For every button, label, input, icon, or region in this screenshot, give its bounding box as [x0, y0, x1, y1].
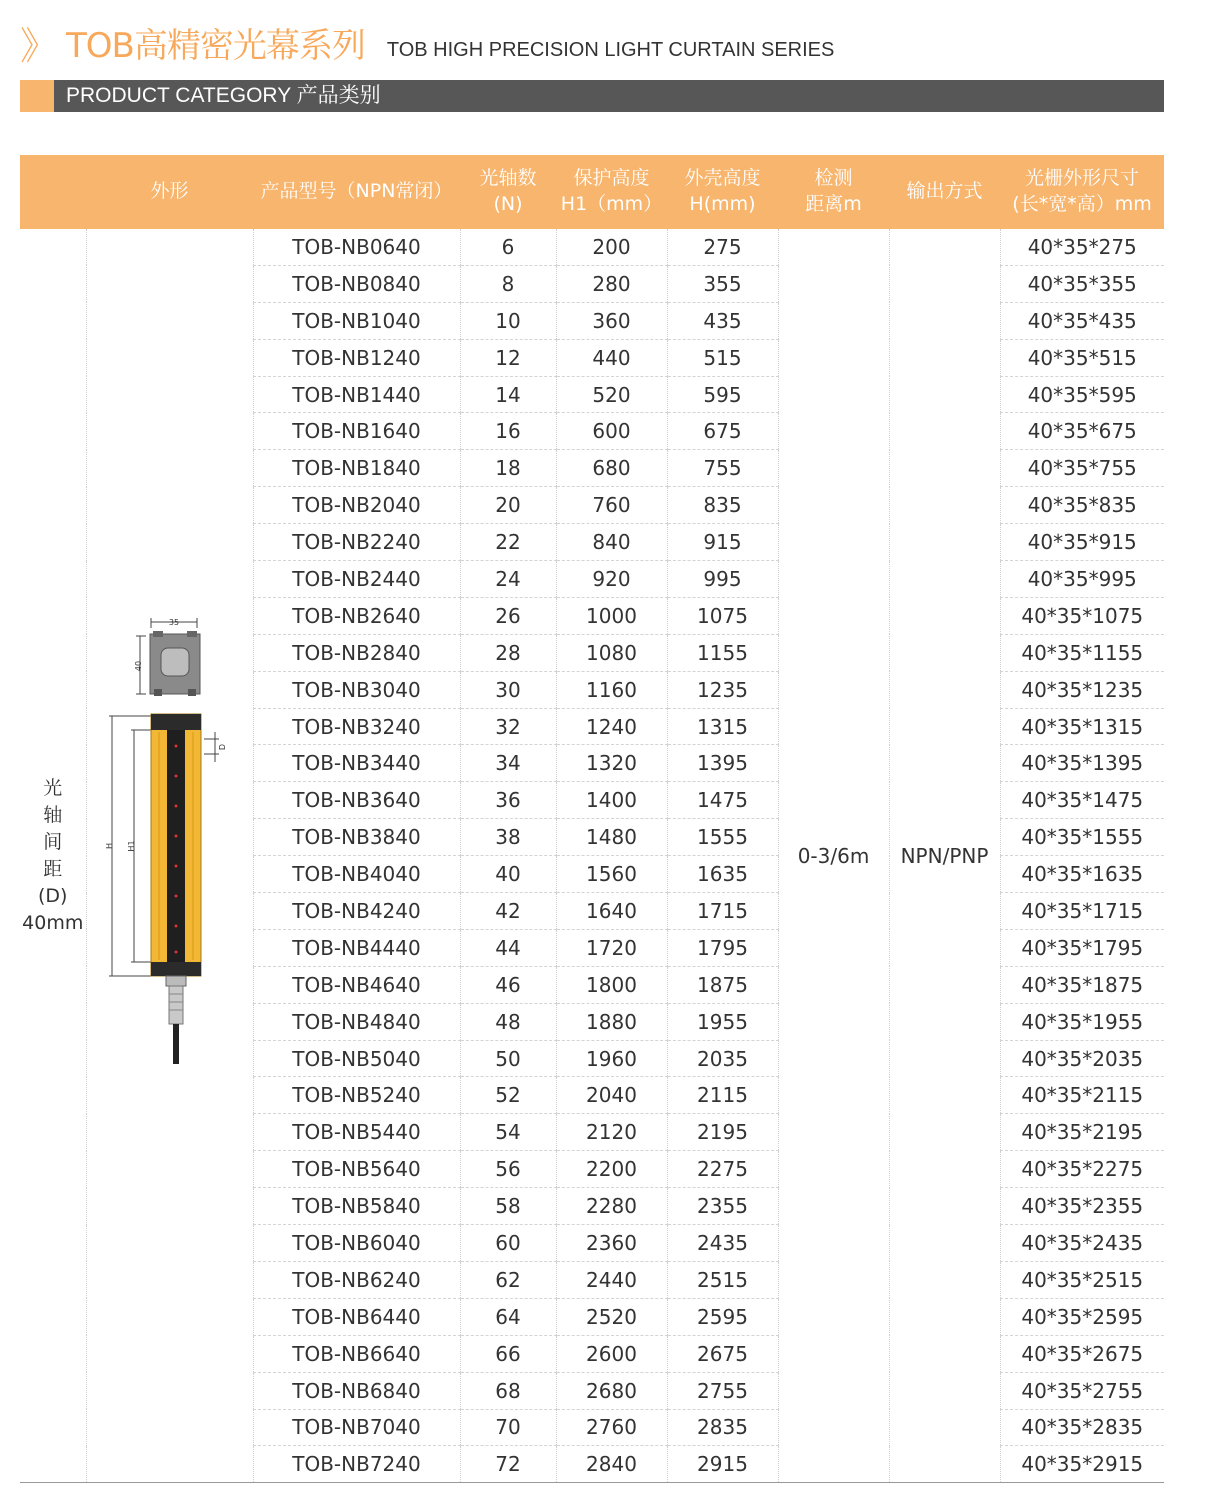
header-protection-height: 保护高度 H1（mm）: [556, 155, 667, 228]
cell-protection-height: 1160: [556, 671, 667, 708]
cell-dimensions: 40*35*755: [1000, 450, 1164, 487]
figure-label-width: 35: [168, 618, 179, 627]
cell-model: TOB-NB1440: [253, 376, 460, 413]
cell-model: TOB-NB6640: [253, 1335, 460, 1372]
cell-model: TOB-NB4440: [253, 929, 460, 966]
header-shape: 外形: [86, 155, 253, 228]
cell-model: TOB-NB6240: [253, 1261, 460, 1298]
cell-shell-height: 275: [667, 228, 778, 265]
cell-dimensions: 40*35*1475: [1000, 782, 1164, 819]
cell-shell-height: 2115: [667, 1077, 778, 1114]
cell-protection-height: 2440: [556, 1261, 667, 1298]
cell-axes: 22: [460, 524, 556, 561]
cell-dimensions: 40*35*1715: [1000, 893, 1164, 930]
cell-dimensions: 40*35*1155: [1000, 634, 1164, 671]
cell-shell-height: 1235: [667, 671, 778, 708]
cell-shell-height: 2915: [667, 1446, 778, 1483]
cell-shell-height: 2355: [667, 1188, 778, 1225]
cell-axes: 72: [460, 1446, 556, 1483]
cell-shell-height: 1475: [667, 782, 778, 819]
cell-protection-height: 1640: [556, 893, 667, 930]
cell-dimensions: 40*35*1555: [1000, 819, 1164, 856]
cell-axes: 54: [460, 1114, 556, 1151]
category-bar-accent: [20, 80, 54, 112]
product-table: [20, 155, 1164, 1483]
cell-axes: 48: [460, 1003, 556, 1040]
cell-model: TOB-NB6840: [253, 1372, 460, 1409]
cell-protection-height: 2600: [556, 1335, 667, 1372]
shape-figure-cell: [86, 228, 253, 1483]
cell-protection-height: 920: [556, 561, 667, 598]
table-row: [20, 228, 1164, 265]
cell-shell-height: 595: [667, 376, 778, 413]
cell-shell-height: 1555: [667, 819, 778, 856]
cell-protection-height: 1800: [556, 966, 667, 1003]
cell-shell-height: 2195: [667, 1114, 778, 1151]
light-curtain-diagram: [104, 614, 249, 1074]
cell-dimensions: 40*35*2595: [1000, 1298, 1164, 1335]
cell-model: TOB-NB2640: [253, 597, 460, 634]
cell-model: TOB-NB4840: [253, 1003, 460, 1040]
cell-model: TOB-NB5840: [253, 1188, 460, 1225]
cell-axes: 42: [460, 893, 556, 930]
cell-protection-height: 1400: [556, 782, 667, 819]
cell-model: TOB-NB5240: [253, 1077, 460, 1114]
cell-shell-height: 1075: [667, 597, 778, 634]
cell-shell-height: 2275: [667, 1151, 778, 1188]
cell-axes: 32: [460, 708, 556, 745]
cell-model: TOB-NB4040: [253, 856, 460, 893]
cell-dimensions: 40*35*1955: [1000, 1003, 1164, 1040]
cell-axes: 26: [460, 597, 556, 634]
cell-axes: 40: [460, 856, 556, 893]
cell-shell-height: 755: [667, 450, 778, 487]
cell-shell-height: 2515: [667, 1261, 778, 1298]
cell-shell-height: 1315: [667, 708, 778, 745]
cell-shell-height: 1955: [667, 1003, 778, 1040]
cell-dimensions: 40*35*1395: [1000, 745, 1164, 782]
cell-shell-height: 1635: [667, 856, 778, 893]
cell-axes: 10: [460, 302, 556, 339]
header-dimensions: 光栅外形尺寸 (长*宽*高）mm: [1000, 155, 1164, 228]
cell-dimensions: 40*35*515: [1000, 339, 1164, 376]
cell-shell-height: 675: [667, 413, 778, 450]
cell-protection-height: 200: [556, 228, 667, 265]
cell-dimensions: 40*35*595: [1000, 376, 1164, 413]
cell-model: TOB-NB1240: [253, 339, 460, 376]
cell-dimensions: 40*35*835: [1000, 487, 1164, 524]
header-output: 输出方式: [889, 155, 1000, 228]
cell-axes: 36: [460, 782, 556, 819]
cell-protection-height: 840: [556, 524, 667, 561]
cell-protection-height: 2280: [556, 1188, 667, 1225]
figure-label-h: H: [104, 842, 114, 850]
cell-protection-height: 2040: [556, 1077, 667, 1114]
header-distance: 检测 距离m: [778, 155, 889, 228]
cell-protection-height: 280: [556, 265, 667, 302]
cell-model: TOB-NB3840: [253, 819, 460, 856]
cell-axes: 68: [460, 1372, 556, 1409]
cell-protection-height: 1240: [556, 708, 667, 745]
cell-model: TOB-NB4240: [253, 893, 460, 930]
cell-distance: 0-3/6m: [778, 228, 889, 1483]
cell-dimensions: 40*35*1315: [1000, 708, 1164, 745]
cell-axes: 18: [460, 450, 556, 487]
cell-model: TOB-NB2240: [253, 524, 460, 561]
cell-shell-height: 2835: [667, 1409, 778, 1446]
cell-shell-height: 2675: [667, 1335, 778, 1372]
cell-protection-height: 2120: [556, 1114, 667, 1151]
cell-dimensions: 40*35*355: [1000, 265, 1164, 302]
header-spacing: [20, 155, 86, 228]
cell-axes: 38: [460, 819, 556, 856]
cell-shell-height: 2035: [667, 1040, 778, 1077]
cell-shell-height: 1155: [667, 634, 778, 671]
table-body: [20, 228, 1164, 1483]
cell-model: TOB-NB7040: [253, 1409, 460, 1446]
cell-dimensions: 40*35*675: [1000, 413, 1164, 450]
cell-model: TOB-NB0640: [253, 228, 460, 265]
cell-shell-height: 515: [667, 339, 778, 376]
cell-protection-height: 2680: [556, 1372, 667, 1409]
cell-axes: 12: [460, 339, 556, 376]
cell-protection-height: 2760: [556, 1409, 667, 1446]
cell-model: TOB-NB1040: [253, 302, 460, 339]
cell-dimensions: 40*35*2275: [1000, 1151, 1164, 1188]
cell-protection-height: 520: [556, 376, 667, 413]
cell-model: TOB-NB3640: [253, 782, 460, 819]
cell-protection-height: 1880: [556, 1003, 667, 1040]
cell-dimensions: 40*35*2915: [1000, 1446, 1164, 1483]
cell-output: NPN/PNP: [889, 228, 1000, 1483]
cell-shell-height: 435: [667, 302, 778, 339]
cell-axes: 44: [460, 929, 556, 966]
cell-shell-height: 355: [667, 265, 778, 302]
cell-dimensions: 40*35*2115: [1000, 1077, 1164, 1114]
cell-axes: 8: [460, 265, 556, 302]
cell-protection-height: 2840: [556, 1446, 667, 1483]
cell-shell-height: 2435: [667, 1225, 778, 1262]
cell-axes: 70: [460, 1409, 556, 1446]
cell-axes: 20: [460, 487, 556, 524]
header-axes: 光轴数 (N): [460, 155, 556, 228]
cell-model: TOB-NB3040: [253, 671, 460, 708]
cell-dimensions: 40*35*2835: [1000, 1409, 1164, 1446]
cell-shell-height: 1795: [667, 929, 778, 966]
cell-model: TOB-NB3440: [253, 745, 460, 782]
cell-shell-height: 1875: [667, 966, 778, 1003]
header-shell-height: 外壳高度 H(mm): [667, 155, 778, 228]
cell-model: TOB-NB5040: [253, 1040, 460, 1077]
cell-axes: 50: [460, 1040, 556, 1077]
cell-axes: 62: [460, 1261, 556, 1298]
cell-protection-height: 2360: [556, 1225, 667, 1262]
cell-shell-height: 1395: [667, 745, 778, 782]
cell-protection-height: 360: [556, 302, 667, 339]
cell-shell-height: 1715: [667, 893, 778, 930]
cell-dimensions: 40*35*2515: [1000, 1261, 1164, 1298]
cell-shell-height: 2595: [667, 1298, 778, 1335]
cell-dimensions: 40*35*2195: [1000, 1114, 1164, 1151]
cell-protection-height: 600: [556, 413, 667, 450]
header-model: 产品型号（NPN常闭）: [253, 155, 460, 228]
cell-axes: 60: [460, 1225, 556, 1262]
cell-dimensions: 40*35*2675: [1000, 1335, 1164, 1372]
cell-dimensions: 40*35*1075: [1000, 597, 1164, 634]
cell-model: TOB-NB5440: [253, 1114, 460, 1151]
cell-dimensions: 40*35*435: [1000, 302, 1164, 339]
cell-model: TOB-NB2040: [253, 487, 460, 524]
figure-label-depth: 40: [133, 660, 143, 672]
cell-dimensions: 40*35*2435: [1000, 1225, 1164, 1262]
category-bar-label: PRODUCT CATEGORY 产品类别: [66, 84, 381, 107]
cell-dimensions: 40*35*1235: [1000, 671, 1164, 708]
cell-protection-height: 1960: [556, 1040, 667, 1077]
cell-axes: 46: [460, 966, 556, 1003]
cell-axes: 16: [460, 413, 556, 450]
cell-shell-height: 2755: [667, 1372, 778, 1409]
figure-label-h1: H1: [126, 840, 136, 852]
cell-dimensions: 40*35*2035: [1000, 1040, 1164, 1077]
cell-protection-height: 2200: [556, 1151, 667, 1188]
cell-model: TOB-NB2840: [253, 634, 460, 671]
cell-dimensions: 40*35*995: [1000, 561, 1164, 598]
cell-axes: 52: [460, 1077, 556, 1114]
cell-model: TOB-NB2440: [253, 561, 460, 598]
cell-dimensions: 40*35*1635: [1000, 856, 1164, 893]
cell-protection-height: 1480: [556, 819, 667, 856]
cell-shell-height: 835: [667, 487, 778, 524]
cell-axes: 14: [460, 376, 556, 413]
cell-dimensions: 40*35*1795: [1000, 929, 1164, 966]
cell-axes: 28: [460, 634, 556, 671]
cell-model: TOB-NB0840: [253, 265, 460, 302]
sensor-front-view: [109, 714, 219, 1064]
cell-shell-height: 995: [667, 561, 778, 598]
cell-model: TOB-NB5640: [253, 1151, 460, 1188]
cell-shell-height: 915: [667, 524, 778, 561]
cell-axes: 66: [460, 1335, 556, 1372]
sensor-top-view: [150, 631, 200, 696]
cell-model: TOB-NB7240: [253, 1446, 460, 1483]
cell-model: TOB-NB3240: [253, 708, 460, 745]
cell-protection-height: 1720: [556, 929, 667, 966]
category-bar: [20, 80, 1164, 112]
page-header: [20, 18, 834, 68]
page-title-cn: TOB高精密光幕系列: [66, 26, 365, 66]
figure-label-d: D: [217, 743, 227, 751]
cell-dimensions: 40*35*2755: [1000, 1372, 1164, 1409]
cell-model: TOB-NB6040: [253, 1225, 460, 1262]
cell-protection-height: 680: [556, 450, 667, 487]
cell-dimensions: 40*35*1875: [1000, 966, 1164, 1003]
cell-axes: 30: [460, 671, 556, 708]
cell-axes: 58: [460, 1188, 556, 1225]
cell-axes: 34: [460, 745, 556, 782]
cell-protection-height: 760: [556, 487, 667, 524]
cell-dimensions: 40*35*2355: [1000, 1188, 1164, 1225]
table-header-row: [20, 155, 1164, 228]
cell-protection-height: 1080: [556, 634, 667, 671]
cell-protection-height: 2520: [556, 1298, 667, 1335]
cell-axes: 24: [460, 561, 556, 598]
cell-protection-height: 1560: [556, 856, 667, 893]
cell-model: TOB-NB6440: [253, 1298, 460, 1335]
cell-protection-height: 440: [556, 339, 667, 376]
axis-spacing-cell: 光 轴 间 距 (D) 40mm: [20, 228, 86, 1483]
cell-protection-height: 1000: [556, 597, 667, 634]
page-title-en: TOB HIGH PRECISION LIGHT CURTAIN SERIES: [386, 39, 835, 61]
cell-model: TOB-NB1640: [253, 413, 460, 450]
cell-axes: 56: [460, 1151, 556, 1188]
double-chevron-icon: 》: [20, 24, 59, 68]
cell-dimensions: 40*35*275: [1000, 228, 1164, 265]
cell-axes: 6: [460, 228, 556, 265]
cell-model: TOB-NB1840: [253, 450, 460, 487]
cell-protection-height: 1320: [556, 745, 667, 782]
cell-axes: 64: [460, 1298, 556, 1335]
cell-model: TOB-NB4640: [253, 966, 460, 1003]
cell-dimensions: 40*35*915: [1000, 524, 1164, 561]
